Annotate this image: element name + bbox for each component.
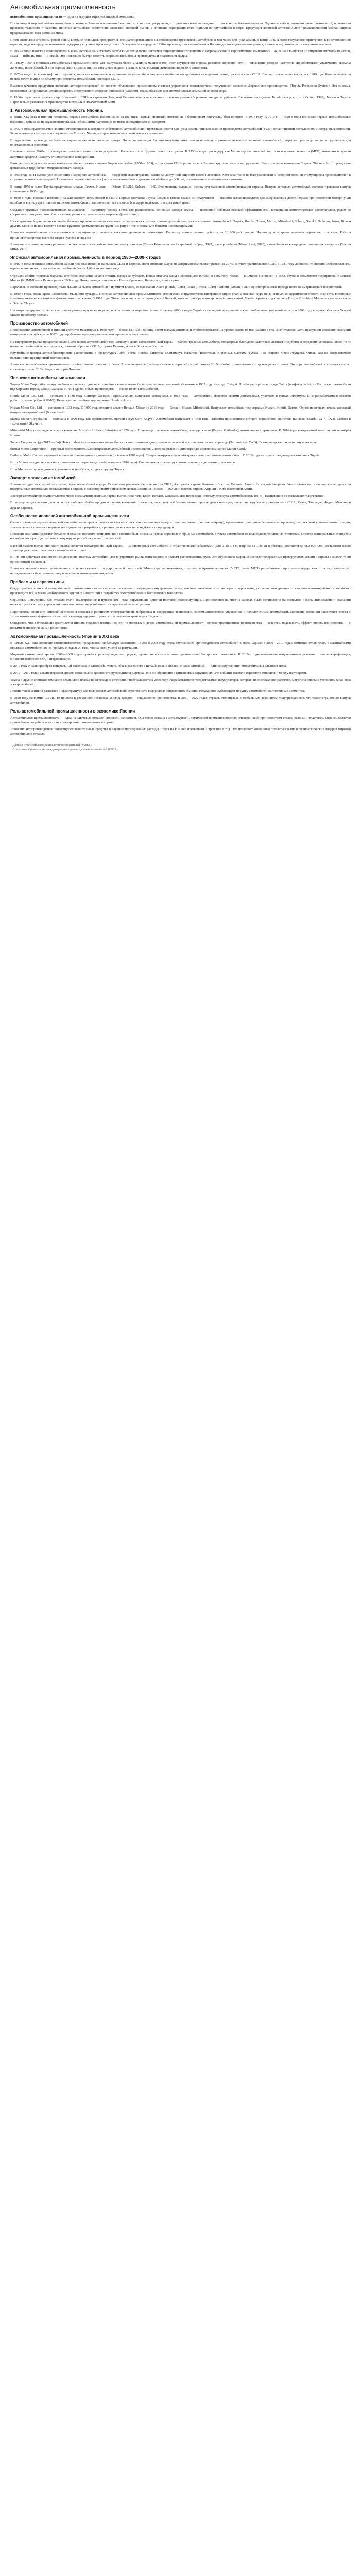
section [10, 475, 351, 510]
section-heading: Проблемы и перспективы [10, 579, 64, 584]
section [10, 513, 351, 576]
paragraph: Японская автомобильная промышленность традиционно отличается высоким уровнем автоматизации. По числу промышленных роботов на 10 000 работающих Япония долгое время занимала первое место в мире. Роботы применяются прежде всего на сварке кузовов и окраске. [10, 231, 351, 240]
paragraph: Mazda Motor Corporation — основана в 1920 году как производитель пробки (Toyo Cork Kogyo). Автомобили выпускает с 1960 года. Известна применением роторно-поршневого двигателя Ванкеля (Mazda RX-7, RX-8, Cosmo) и технологией SkyActiv. [10, 417, 351, 426]
intro-line [10, 14, 351, 19]
paragraph: Японские компании активно развивают новые технологии: гибридные силовые установки (Toyota Prius — первый серийный гибрид, 1997), электромобили (Nissan Leaf, 2010), автомобили на водородных топливных элементах (Toyota Mirai, 2014). [10, 242, 351, 251]
paragraph: В 1955 году MITI выдвинуло концепцию «народного автомобиля» — недорогой малолитражной машины, доступной широким слоям населения. Хотя план так и не был реализован в исходном виде, он стимулировал производителей к созданию компактных моделей. Появились первые «кей-кары» (kei car) — автомобили с двигателем объёмом до 360 см³, пользовавшиеся налоговыми льготами. [10, 173, 351, 182]
section [10, 255, 351, 317]
paragraph: Перспективы японского автомобилестроения связаны с развитием электромобилей, гибридных и водородных технологий, систем автономного управления и подключённых автомобилей. Японские компании заключают союзы с технологическими фирмами и участвуют в международных проектах по созданию транспорта будущего. [10, 609, 351, 618]
paragraph: Япония также активно развивает инфраструктуру для водородных автомобилей: строится сеть водородных заправочных станций, государство субсидирует покупку автомобилей на топливных элементах. [10, 689, 305, 693]
paragraph: Suzuki Motor Corporation — крупный производитель малолитражных автомобилей и мотоциклов. Лидер на рынке Индии через дочернюю компанию Maruti Suzuki. [10, 447, 248, 451]
paragraph: В конце XIX века в Японии появились первые автомобили, ввезённые из-за границы. Первый японский автомобиль с бензиновым двигателем был построен в 1907 году. В 1910-е — 1920-е годы возникли первые автомобильные компании, однако их продукция выпускалась небольшими партиями и не могла конкурировать с импортом. [10, 115, 351, 124]
section-heading: Роль автомобильной промышленности в экономике Японии [10, 708, 135, 714]
paragraph: Отличительными чертами японской автомобильной промышленности являются: высокая степень кооперации с поставщиками (система кэйрэцу), применение принципов бережливого производства, высокий уровень автоматизации, значительные вложения в научные исследования и разработки, ориентация на качество и надёжность продукции. [10, 520, 351, 530]
section [10, 108, 351, 251]
paragraph: Несмотря на трудности, японские производители продолжали укреплять позиции на мировом рынке. К началу 2000-х годов Toyota стала одной из крупнейших автомобильных компаний мира, а в 2008 году впервые обогнала General Motors по объёму продаж. [10, 308, 351, 317]
paragraph: Isuzu Motors — один из старейших японских автопроизводителей (история с 1916 года). Специализируется на грузовиках, пикапах и дизельных двигателях. [10, 461, 237, 465]
paragraph: Экспорт автомобилей осуществляется через специализированные порты: Нагоя, Иокогама, Кобе, Тоёхаси, Кавасаки. Для перевозки используются суда-автомобилевозы (ro-ro), вмещающие до нескольких тысяч машин. [10, 494, 325, 498]
paragraph: В годы войны производство было переориентировано на военные нужды. После капитуляции Японии оккупационные власти поначалу ограничивали выпуск легковых автомобилей, разрешая производство лишь грузовиков для восстановления экономики. [10, 139, 351, 147]
section [10, 21, 351, 105]
paragraph: Honda Motor Co., Ltd. — основана в 1948 году Соитиро Хондой. Первоначально выпускала мотоциклы, с 1963 года — автомобили. Известна своими двигателями, участием в гонках «Формулы-1» и разработками в области робототехники (робот ASIMO). Выпускает автомобили под марками Honda и Acura. [10, 394, 351, 403]
intro-rest: — одна из ведущих отраслей мировой экономики [62, 15, 135, 19]
paragraph: После окончания Второй мировой войны в стране появились предприятия, специализировавшиеся на производстве грузовиков и автобусов, в том числе для нужд армии. В конце 1940-х годов государство приступило к восстановлению отрасли, выделяя кредиты и оказывая поддержку крупным производителям. В результате к середине 1950-х производство автомобилей в Японии достигло довоенного уровня, а затем продолжило расти высокими темпами. [10, 38, 351, 47]
section-heading: Японские автомобильные компании [10, 375, 85, 380]
paragraph: В 1980-е годы из-за торговых противоречий с США и странами Западной Европы японские компании стали открывать сборочные заводы за рубежом. Первыми это сделали Honda (завод в штате Огайо, 1982), Nissan и Toyota. Параллельно развивалось производство в странах Юго-Восточной Азии. [10, 95, 351, 105]
paragraph: Hino Motors — производитель грузовиков и автобусов, входит в группу Toyota. [10, 467, 125, 471]
paragraph: Параллельно японские производители вышли на рынок автомобилей премиум-класса, создав марки Acura (Honda, 1986), Lexus (Toyota, 1989) и Infiniti (Nissan, 1989), ориентированные прежде всего на американских покупателей. [10, 285, 342, 289]
footnote: ↑ Данные Японской ассоциации автопроизводителей (JAMA). [10, 743, 92, 747]
paragraph: Японские автопроизводители инвестируют значительные средства в научные исследования: расходы Toyota на НИОКР превышают 1 трлн иен в год. Это позволяет компаниям оставаться в числе технологических лидеров мировой автомобильной отрасли. [10, 727, 351, 736]
paragraph: Создание крупных производственных комплексов — например, города Тоёта, где расположены основные заводы Toyota, — позволило добиться высокой эффективности. Поставщики комплектующих располагались рядом со сборочными заводами, что облегчило внедрение системы «точно вовремя» (just-in-time). [10, 208, 351, 216]
section [10, 375, 351, 472]
paragraph: В 2020 году пандемия COVID-19 привела к временной остановке многих заводов и сокращению производства. В 2021—2022 годах отрасль столкнулась с глобальным дефицитом полупроводников, что также ограничило выпуск автомобилей. [10, 696, 351, 705]
paragraph: В 1950-е годы японские производители начали активно заимствовать зарубежные технологии, заключая лицензионные соглашения с американскими и европейскими компаниями. Так, Nissan выпускал по лицензии автомобили Austin, Isuzu — Hillman, Hino — Renault. Это позволило быстро освоить современные методы производства и подготовить кадры. [10, 49, 351, 58]
section-heading: Автомобильная промышленность Японии в XXI веке [10, 634, 119, 639]
section [10, 579, 351, 631]
paragraph: Автомобильная промышленность — одна из ключевых отраслей японской экономики. Она тесно связана с металлургией, химической промышленностью, электроникой, производством стекла, резины и пластмасс. Отрасль является крупнейшим потребителем стали и электронных компонентов в стране. [10, 716, 351, 724]
paragraph: Важную роль в развитии японского автомобилестроения сыграла Корейская война (1950—1953), когда армия США разместила в Японии крупные заказы на грузовики. Это позволило компаниям Toyota, Nissan и Isuzu преодолеть финансовые трудности и модернизировать заводы. [10, 161, 351, 171]
paragraph: В 2018—2019 годах альянс пережил кризис, связанный с арестом его руководителя Карлоса Гона по обвинению в финансовых нарушениях. Это событие вызвало пересмотр отношений между партнёрами. [10, 671, 307, 675]
section [10, 708, 351, 737]
section-heading: 1. Автомобильная промышленность Японии. [10, 108, 104, 113]
paragraph: Важной особенностью японского рынка является популярность «кей-каров» — миниатюрных автомобилей с ограниченными габаритами (длина до 3,4 м, ширина до 1,48 м) и объёмом двигателя до 660 см³. Они составляют около трети продаж новых легковых автомобилей в стране. [10, 544, 351, 552]
paragraph: Daihatsu Motor Co. — старейший японский производитель двигателей (основан в 1907 году). Специализируется на «кей-карах» и малолитражных автомобилях. С 2016 года — полностью дочерняя компания Toyota. [10, 454, 321, 458]
section [10, 634, 351, 705]
paragraph: В конце 1950-х годов Toyota представила модель Crown, Nissan — Datsun 110/210, Subaru — 360. Эти машины заложили основу для массовой автомобилизации страны. Выпуск легковых автомобилей впервые превысил выпуск грузовиков в 1968 году. [10, 184, 351, 193]
paragraph: В начале XXI века японские автопроизводители продолжили глобальную экспансию. Toyota в 2008 году стала крупнейшим производителем автомобилей в мире. Однако в 2009—2010 годах компания столкнулась с масштабными отзывами автомобилей из-за проблем с педалями газа, что нанесло ущерб её репутации. [10, 641, 351, 650]
paragraph: Японская автомобильная промышленность обеспечивает занятость более 5 млн человек (с учётом смежных отраслей) и даёт около 20 % объёма промышленного производства страны. Экспорт автомобилей и комплектующих составляет около 20 % общего экспорта Японии. [10, 363, 351, 371]
paragraph: После второй мировой войны автомобилестроение в Японии и основном было почти полностью разрушено, и страна отставала от западных стран в автомобильной отрасли. Однако за счёт применения новых технологий, повышения производительности и качества японские автомобили постепенно завоевали мировой рынок, а японские корпорации стали одними из крупнейших в мире. Продукция японской автомобильной промышленности сейчас широко представлена во всех регионах мира. [10, 22, 351, 35]
paragraph: Toyota Motor Corporation — крупнейшая японская и одна из крупнейших в мире автомобилестроительных компаний. Основана в 1937 году Киитиро Тоёдой. Штаб-квартира — в городе Тоёта (префектура Айти). Выпускает автомобили под марками Toyota, Lexus, Daihatsu, Hino. Годовой объём производства — около 10 млн автомобилей. [10, 382, 351, 391]
paragraph: Subaru Corporation (до 2017 — Fuji Heavy Industries) — известна автомобилями с оппозитными двигателями и системой постоянного полного привода (Symmetrical AWD). Также выпускает авиационную технику. [10, 440, 317, 444]
paragraph: К началу 1960-х японская автомобильная промышленность уже выпускала более миллиона машин в год. Рост внутреннего спроса, развитие дорожной сети и повышение доходов населения способствовали увеличению выпуска легковых автомобилей. В этот период были созданы многие известные модели, ставшие впоследствии символами японского автопрома. [10, 61, 351, 70]
page-title: Автомобильная промышленность [10, 3, 116, 11]
section [10, 320, 351, 372]
paragraph: В Японии действует левостороннее движение, поэтому автомобили для внутреннего рынка выпускаются с правым расположением руля. Это обусловило широкий экспорт подержанных праворульных машин в страны с аналогичной организацией движения. [10, 555, 351, 564]
section-heading: Японская автомобильная промышленность в период 1980—2000-х годов [10, 255, 161, 260]
paragraph: Крупнейшие центры автомобилестроения расположены в префектурах Айти (Тоёта, Нагоя), Сидзуока (Хамамацу), Канагава (Иокогама), Хиросима, Сайтама, Гумма и на острове Кюсю (Фукуока, Оита). Там же сосредоточено большинство предприятий-поставщиков. [10, 351, 351, 360]
article [0, 0, 361, 758]
paragraph: В 1980-е годы японские автомобили заняли прочные позиции на рынках США и Европы. Доля японских марок на американском рынке превысила 20 %. В ответ правительство США в 1981 году добилось от Японии «добровольного» ограничения экспорта легковых автомобилей (квота 1,68 млн машин в год). [10, 262, 351, 271]
paragraph: В 1960-е годы японские компании начали экспорт автомобилей в США. Первые поставки Toyota Crown и Datsun оказались неудачными — машины плохо подходили для американских дорог. Однако производители быстро учли ошибки, и к концу десятилетия японские автомобили стали пользоваться спросом благодаря надёжности и доступной цене. [10, 196, 351, 205]
paragraph: Серьёзным испытанием для отрасли стали землетрясение и цунами 2011 года, нарушившие цепочки поставок комплектующих. Производство на многих заводах было остановлено на несколько недель. Впоследствии компании пересмотрели систему управления запасами, повысив устойчивость к чрезвычайным ситуациям. [10, 598, 351, 607]
footnote: ↑ Статистика Организации международных производителей автомобилей (OICA). [10, 748, 118, 751]
paragraph: Mitsubishi Motors — выделилась из концерна Mitsubishi Heavy Industries в 1970 году. Производит легковые автомобили, внедорожники (Pajero, Outlander), коммерческий транспорт. В 2016 году контрольный пакет акций приобрёл Nissan. [10, 429, 351, 437]
section-heading: Производство автомобилей [10, 321, 68, 326]
paragraph: В последние десятилетия доля экспорта в общем объёме продаж японских компаний снижается, поскольку всё больше машин производится непосредственно на зарубежных заводах — в США, Китае, Таиланде, Индии, Мексике и других странах. [10, 501, 351, 510]
paragraph: На внутреннем рынке продаётся около 5 млн новых автомобилей в год. Большую долю составляют «кей-кары» — малолитражные автомобили, популярные благодаря налоговым льготам и удобству в городских условиях. Около 40 % новых автомобилей экспортируется, главным образом в США, страны Европы, Азии и Ближнего Востока. [10, 340, 351, 348]
section-heading: Экспорт японских автомобилей [10, 475, 76, 480]
paragraph: Toyota и другие японские компании объявили о планах по переходу к углеродной нейтральности к 2050 году. Разрабатываются твердотельные аккумуляторы, которые, по оценкам специалистов, могут значительно увеличить запас хода электромобилей. [10, 677, 351, 686]
paragraph: Японские компании уделяют большое внимание экологичности: именно в Японии были созданы первые серийные гибридные автомобили, а также автомобили на водородных топливных элементах. Строгие национальные стандарты по выбросам и расходу топлива стимулируют разработку новых технологий. [10, 532, 351, 541]
paragraph: В 2016 году Nissan приобрёл контрольный пакет акций Mitsubishi Motors, образовав вместе с Renault альянс Renault–Nissan–Mitsubishi — один из крупнейших автомобильных альянсов мира. [10, 664, 287, 668]
paragraph: В 1930-е годы правительство Японии, стремившееся к созданию собственной автомобильной промышленности для нужд армии, приняло закон о производстве автомобилей (1936), ограничивший деятельность иностранных компаний. Были основаны крупные производители — Toyota и Nissan, которые начали массовый выпуск грузовиков. [10, 127, 351, 135]
paragraph: Стремясь обойти торговые барьеры, японские компании начали строить заводы за рубежом. Honda открыла завод в Мэрисвилле (Огайо) в 1982 году, Nissan — в Смирне (Теннесси) в 1983, Toyota в совместном предприятии с General Motors (NUMMI) — в Калифорнии в 1984 году. Позже заводы появились в Великобритании, Канаде и других странах. [10, 274, 351, 282]
paragraph: Мировой финансовый кризис 2008—2009 годов привёл к резкому падению продаж, однако японские компании сравнительно быстро восстановились. В 2010-е годы основными направлениями развития стали электрификация, снижение выбросов CO₂ и цифровизация. [10, 652, 351, 662]
paragraph: Ожидается, что в ближайшие десятилетия Япония сохранит позиции одного из мировых лидеров автомобильной промышленности, сочетая традиционные преимущества — качество, надёжность, эффективность производства — с новыми технологическими решениями. [10, 621, 351, 630]
intro-bold: автомобильная промышленность [10, 15, 62, 19]
paragraph: В 1990-е годы, после краха «экономики мыльного пузыря», японская автомобильная промышленность столкнулась с трудностями: внутренний спрос упал, а высокий курс иены снижал конкурентоспособность экспорта. Некоторые компании оказались в тяжёлом финансовом положении. В 1999 году Nissan заключил союз с французской Renault, которая приобрела контрольный пакет акций. Mazda перешла под контроль Ford, а Mitsubishi Motors вступила в альянс с DaimlerChrysler. [10, 292, 351, 306]
paragraph: Япония — один из крупнейших экспортёров автомобилей в мире. Основными рынками сбыта являются США, Австралия, страны Ближнего Востока, Европы, Азии и Латинской Америки. Значительная часть экспорта приходится на подержанные автомобили, поставляемые в страны с левосторонним движением (Новая Зеландия, Россия — Дальний Восток, страны Африки и Юго-Восточной Азии). [10, 482, 351, 492]
paragraph: В 1970-х годах, во время нефтяного кризиса, японские компактные и экономичные автомобили оказались особенно востребованы на мировом рынке, прежде всего в США. Экспорт значительно вырос, и к 1980 году Япония вышла на первое место в мире по объёму производства автомобилей, опередив США. [10, 73, 351, 81]
sections [10, 21, 351, 736]
paragraph: Японская автомобильная промышленность тесно связана с государственной политикой. Министерство экономики, торговли и промышленности (METI, ранее MITI) разрабатывает программы поддержки отрасли, стимулирует исследования в области новых видов топлива и автономного вождения. [10, 567, 351, 575]
paragraph: Высокое качество продукции японских автопроизводителей во многом объясняется применением системы управления производством, получившей название «бережливое производство» (Toyota Production System). Эта система, основанная на принципах «точно вовремя» и постоянного совершенствования (кайдзен), стала образцом для автомобильных компаний во всём мире. [10, 84, 351, 93]
paragraph: Nissan Motor Co., Ltd. — основана в 1933 году. С 1999 года входит в альянс Renault–Nissan (с 2016 года — Renault–Nissan–Mitsubishi). Выпускает автомобили под марками Nissan, Infiniti, Datsun. Одной из первых начала массовый выпуск электромобилей (Nissan Leaf). [10, 405, 351, 414]
section-heading: Особенности японской автомобильной промышленности [10, 513, 129, 518]
footnotes [10, 741, 351, 752]
paragraph: Производство автомобилей в Японии достигло максимума в 1990 году — более 13,4 млн единиц. Затем выпуск снизился и стабилизировался на уровне около 10 млн машин в год. Значительная часть продукции японских компаний выпускается за рубежом: в 2007 году зарубежное производство впервые превысило внутреннее. [10, 328, 351, 337]
paragraph: На сегодняшний день японская автомобильная промышленность включает около десятка крупных производителей легковых и грузовых автомобилей: Toyota, Honda, Nissan, Mazda, Mitsubishi, Subaru, Suzuki, Daihatsu, Isuzu, Hino и другие. Многие из них входят в состав крупных промышленных групп (кэйрэцу) и тесно связаны с банками и поставщиками. [10, 219, 351, 228]
paragraph: Начиная с конца 1940-х, производство легковых машин было разрешено. Началась эпоха бурного развития отрасли. В 1950-е годы при поддержке Министерства внешней торговли и промышленности (MITI) компании получали льготные кредиты и защиту от иностранной конкуренции. [10, 150, 351, 159]
paragraph: Среди проблем японской автомобильной промышленности — старение населения и сокращение внутреннего рынка, высокая зависимость от экспорта и курса иены, усиление конкуренции со стороны южнокорейских и китайских производителей, а также необходимость крупных инвестиций в разработку электромобилей и беспилотных технологий. [10, 586, 351, 596]
